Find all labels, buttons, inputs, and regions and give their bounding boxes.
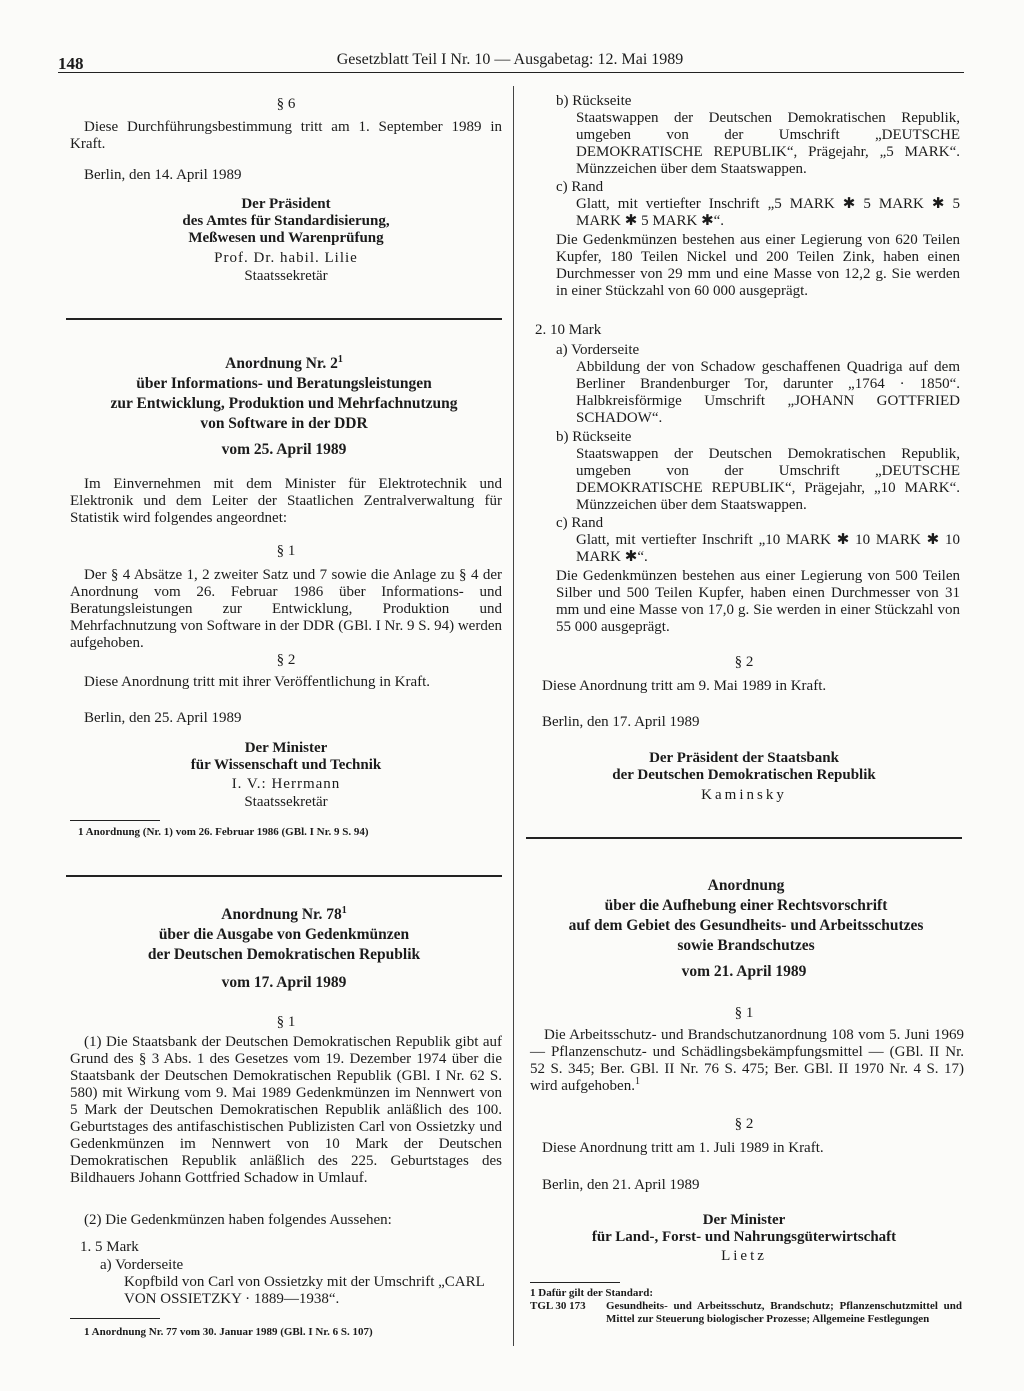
document-date: vom 17. April 1989	[221, 974, 347, 991]
signature-name: I. V.: Herrmann	[231, 776, 341, 792]
signature-title: Der Minister für Wissenschaft und Technik	[190, 740, 382, 773]
section-heading: § 1	[276, 1014, 296, 1030]
list-subitem-text: Staatswappen der Deutschen Demokratischen Republik, umgeben von der Umschrift „DEUTSCHE DEMOKRATISCHE REPUBLIK“, Prägejahr, „5 MARK“. Münzzeichen über dem Staatswappen.	[576, 110, 960, 177]
place-date: Berlin, den 25. April 1989	[84, 710, 242, 726]
list-item: 1. 5 Mark	[80, 1239, 139, 1255]
document-title: Anordnung Nr. $2^1$ über Informations- und Beratungsleistungen zur Entwicklung, Produktion und Mehrfachnutzung von Software in der DDR	[110, 353, 458, 432]
list-item: 2. 10 Mark	[535, 322, 602, 338]
place-date: Berlin, den 14. April 1989	[84, 167, 242, 183]
list-subitem-label: b) Rückseite	[556, 93, 632, 109]
section-heading: § 2	[734, 654, 754, 670]
column-divider	[513, 86, 514, 1346]
place-date: Berlin, den 17. April 1989	[542, 714, 700, 730]
footnote: 1 Anordnung (Nr. 1) vom 26. Februar 1986 (GBl. I Nr. 9 S. 94)	[78, 826, 369, 838]
paragraph: Diese Anordnung tritt mit ihrer Veröffentlichung in Kraft.	[84, 674, 431, 690]
paragraph: (1) Die Staatsbank der Deutschen Demokratischen Republik gibt auf Grund des § 3 Abs. 1 des Gesetzes vom 19. Dezember 1974 über die Staatsbank der Deutschen Demokratischen Republik (GBl. I Nr. 62 S. 580) mit Wirkung vom 9. Mai 1989 Gedenkmünzen im Nennwert von 5 Mark der Deutschen Demokratischen Republik anläßlich des 100. Geburtstages des antifaschistischen Publizisten Carl von Ossietzky und Gedenkmünzen im Nennwert von 10 Mark der Deutschen Demokratischen Republik anläßlich des 225. Geburtstages des Bildhauers Johann Gottfried Schadow in Umlauf.	[70, 1034, 502, 1186]
place-date: Berlin, den 21. April 1989	[542, 1177, 700, 1193]
footnote-code: TGL 30 173	[530, 1300, 586, 1312]
list-subitem-label: c) Rand	[556, 515, 604, 531]
list-subitem-text: Abbildung der von Schadow geschaffenen Quadriga auf dem Berliner Brandenburger Tor, darunter „1764 · 1850“. Halbkreisförmige Umschrift „JOHANN GOTTFRIED SCHADOW“.	[576, 359, 960, 426]
document-date: vom 21. April 1989	[681, 963, 807, 980]
paragraph: (2) Die Gedenkmünzen haben folgendes Aussehen:	[84, 1212, 392, 1228]
running-title: Gesetzblatt Teil I Nr. 10 — Ausgabetag: 12. Mai 1989	[336, 51, 684, 68]
section-heading: § 1	[276, 543, 296, 559]
section-heading: § 6	[276, 96, 296, 112]
section-heading: § 2	[734, 1116, 754, 1132]
section-rule	[66, 318, 502, 320]
footnote: 1 Anordnung Nr. 77 vom 30. Januar 1989 (GBl. I Nr. 6 S. 107)	[84, 1326, 373, 1338]
signature-role: Staatssekretär	[244, 794, 328, 810]
section-rule	[526, 837, 962, 839]
footnote: Gesundheits- und Arbeitsschutz, Brandschutz; Pflanzenschutzmittel und Mittel zur Steuerung biologischer Prozesse; Allgemeine Festlegungen	[606, 1300, 962, 1325]
section-heading: § 1	[734, 1005, 754, 1021]
list-subitem-text: Glatt, mit vertiefter Inschrift „10 MARK ✱ 10 MARK ✱ 10 MARK ✱“.	[576, 532, 960, 565]
preamble: Im Einvernehmen mit dem Minister für Elektrotechnik und Elektronik und dem Leiter der Staatlichen Zentralverwaltung für Statistik wird folgendes angeordnet:	[70, 476, 502, 526]
paragraph: Diese Anordnung tritt am 1. Juli 1989 in Kraft.	[542, 1140, 824, 1156]
document-title: Anordnung über die Aufhebung einer Rechtsvorschrift auf dem Gebiet des Gesundheits- und Arbeitsschutzes sowie Brandschutzes	[568, 877, 924, 954]
footnote-rule	[530, 1282, 620, 1283]
signature-title: Der Präsident des Amtes für Standardisierung, Meßwesen und Warenprüfung	[182, 196, 390, 246]
list-subitem-text: Staatswappen der Deutschen Demokratischen Republik, umgeben von der Umschrift „DEUTSCHE DEMOKRATISCHE REPUBLIK“, Prägejahr, „10 MARK“. Münzzeichen über dem Staatswappen.	[576, 446, 960, 513]
list-subitem-label: c) Rand	[556, 179, 604, 195]
signature-name: Prof. Dr. habil. Lilie	[214, 250, 358, 266]
paragraph: Der § 4 Absätze 1, 2 zweiter Satz und 7 sowie die Anlage zu § 4 der Anordnung vom 26. Februar 1986 über Informations- und Beratungsleistungen zur Entwicklung, Produktion und Mehrfachnutzung von Software in der DDR (GBl. I Nr. 9 S. 94) werden aufgehoben.	[70, 567, 502, 651]
signature-title: Der Präsident der Staatsbank der Deutschen Demokratischen Republik	[612, 750, 876, 783]
paragraph: Die Gedenkmünzen bestehen aus einer Legierung von 620 Teilen Kupfer, 180 Teilen Nickel und 200 Teilen Zink, haben einen Durchmesser von 29 mm und eine Masse von 12,2 g. Sie werden in einer Stückzahl von 60 000 ausgeprägt.	[556, 232, 960, 299]
document-date: vom 25. April 1989	[221, 441, 347, 458]
list-subitem-label: a) Vorderseite	[100, 1257, 184, 1273]
section-heading: § 2	[276, 652, 296, 668]
signature-name: Kaminsky	[701, 787, 787, 803]
footnote: 1 Dafür gilt der Standard:	[530, 1287, 654, 1299]
signature-title: Der Minister für Land-, Forst- und Nahrungsgüterwirtschaft	[591, 1212, 897, 1245]
list-subitem-text: Glatt, mit vertiefter Inschrift „5 MARK ✱ 5 MARK ✱ 5 MARK ✱ 5 MARK ✱“.	[576, 196, 960, 229]
header-rule	[58, 72, 964, 73]
list-subitem-label: b) Rückseite	[556, 429, 632, 445]
document-title: Anordnung Nr. $78^1$ über die Ausgabe von Gedenkmünzen der Deutschen Demokratischen Republik	[147, 904, 421, 963]
page-number: 148	[58, 54, 84, 73]
paragraph: Die Arbeitsschutz- und Brandschutzanordnung 108 vom 5. Juni 1969 — Pflanzenschutz- und Schädlingsbekämpfungsmittel — (GBl. II Nr. 52 S. 345; Ber. GBl. II Nr. 76 S. 475; Ber. GBl. II 1970 Nr. 4 S. 17) wird aufgehoben.$^1$	[530, 1027, 964, 1094]
paragraph: Die Gedenkmünzen bestehen aus einer Legierung von 500 Teilen Silber und 500 Teilen Kupfer, haben einen Durchmesser von 31 mm und eine Masse von 17,0 g. Sie werden in einer Stückzahl von 55 000 ausgeprägt.	[556, 568, 960, 635]
list-subitem-label: a) Vorderseite	[556, 342, 640, 358]
signature-name: Lietz	[721, 1248, 767, 1264]
footnote-rule	[70, 820, 160, 821]
footnote-rule	[70, 1318, 160, 1319]
signature-role: Staatssekretär	[244, 268, 328, 284]
paragraph: Diese Durchführungsbestimmung tritt am 1. September 1989 in Kraft.	[70, 119, 502, 152]
section-rule	[66, 875, 502, 877]
paragraph: Diese Anordnung tritt am 9. Mai 1989 in Kraft.	[542, 678, 827, 694]
list-subitem-text: Kopfbild von Carl von Ossietzky mit der Umschrift „CARL VON OSSIETZKY · 1889—1938“.	[124, 1274, 485, 1307]
